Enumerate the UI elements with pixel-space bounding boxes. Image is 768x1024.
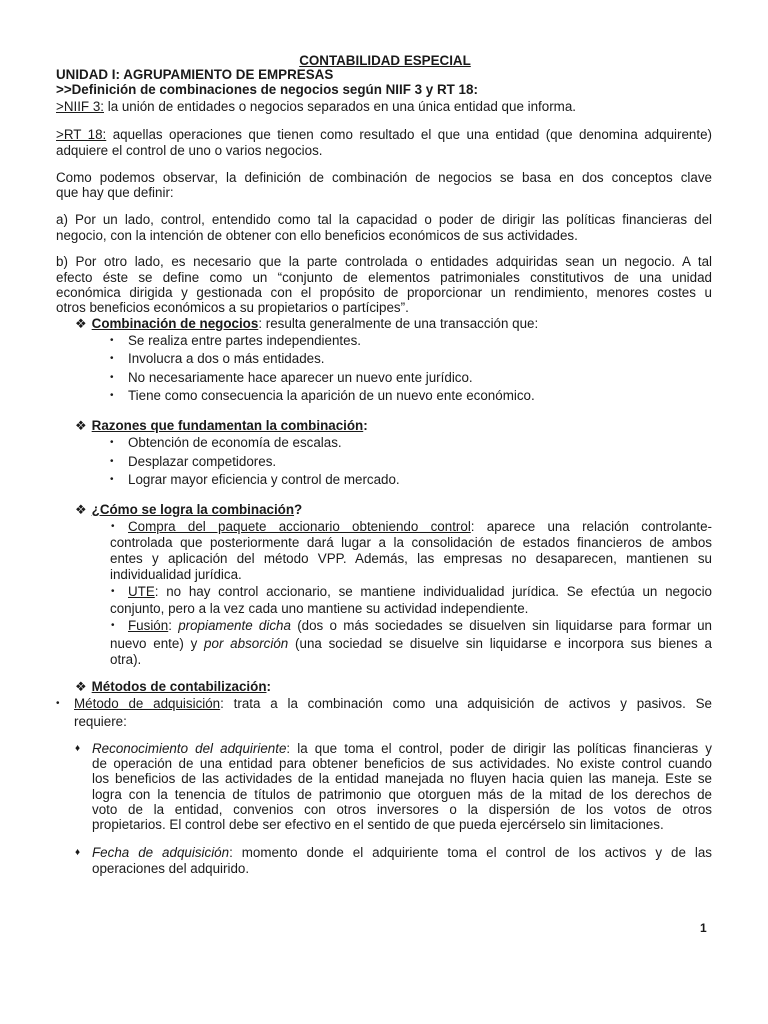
como-term: ¿Cómo se logra la combinación [91,502,295,517]
definition-heading: >>Definición de combinaciones de negocios según NIIF 3 y RT 18: [56,82,478,97]
metodos-term: Métodos de contabilización [91,679,267,694]
small-diamond-bullet-icon: ♦ [75,847,81,858]
fusion-term: Fusión [128,618,169,633]
diamond-bullet-icon: ❖ [75,316,87,331]
metodos-tail: : [266,679,271,694]
fusion-text-2b: (una sociedad se disuelve sin liquidarse e incorpora sus bienes a [288,636,712,651]
fusion-line-2 [110,636,712,652]
diamond-bullet-icon: ❖ [75,502,87,517]
bullet-icon: • [110,437,114,448]
fusion-italic-1: propiamente dicha [178,618,291,633]
razones-heading [75,418,368,434]
combinacion-heading [75,316,538,332]
reconocimiento-line-4: logra con la tenencia de títulos de patrimonio que otorguen más de la mitad de los derechos de [92,787,712,802]
bullet-icon: • [111,521,115,532]
rt18-line-2: adquiere el control de uno o varios negocios. [56,143,323,158]
reconocimiento-line-5: voto de la entidad, convenios con otros inversores o la dispersión de los votos de otros [92,802,712,817]
bullet-icon: • [110,353,114,364]
ute-term: UTE [128,584,155,599]
diamond-bullet-icon: ❖ [75,418,87,433]
reconocimiento-line-2: de operación de una entidad para obtener beneficios de sus actividades. No existe control cuando [92,756,712,771]
fecha-term: Fecha de adquisición [92,845,230,860]
bullet-icon: • [110,474,114,485]
control-line-2: negocio, con la intención de obtener con ello beneficios económicos de sus actividades. [56,228,578,243]
ute-line-2: conjunto, pero a la vez cada uno mantiene su actividad independiente. [110,601,529,616]
bullet-icon: • [110,456,114,467]
niif3-tag: >NIIF 3: [56,99,104,114]
combinacion-term: Combinación de negocios [91,316,259,331]
reconocimiento-line-1 [92,741,712,757]
diamond-bullet-icon: ❖ [75,679,87,694]
combinacion-tail: : resulta generalmente de una transacción que: [258,316,539,331]
rt18-tag: >RT 18: [56,127,107,142]
adquisicion-line-2: requiere: [74,714,127,729]
fecha-line-1 [92,845,712,861]
fusion-line-3: otra). [110,652,142,667]
ute-line-1 [128,584,712,600]
niif3-paragraph [56,99,576,115]
reconocimiento-tail: : la que toma el control, poder de dirigir las políticas financieras y [286,741,712,756]
adquisicion-tail: : trata a la combinación como una adquisición de activos y pasivos. Se [220,696,713,711]
compra-line-1 [128,519,712,535]
fusion-line-1 [128,618,712,634]
rt18-text: aquellas operaciones que tienen como resultado el que una entidad (que denomina adquirente) [106,127,712,142]
negocio-line-2: efecto éste se define como un “conjunto de elementos patrimoniales constitutivos de una unidad [56,270,712,285]
reconocimiento-line-3: los beneficios de las actividades de la entidad manejada no fluyen hacia quien las maneja. Este se [92,771,712,786]
como-heading [75,502,302,518]
observar-line-1: Como podemos observar, la definición de combinación de negocios se basa en dos conceptos clave [56,170,712,185]
razones-item: Obtención de economía de escalas. [128,435,342,450]
negocio-line-3: económica dirigida y gestionada con el propósito de proporcionar un rendimiento, menores costes u [56,285,712,300]
compra-line-2: controlada que posteriormente dará lugar a la consolidación de estados financieros de ambos [110,535,712,550]
adquisicion-line-1 [74,696,712,712]
compra-line-4: individualidad jurídica. [110,567,242,582]
metodos-heading [75,679,271,695]
reconocimiento-line-6: propietarios. El control debe ser efectivo en el sentido de que pueda ejercérselo sin limitaciones. [92,817,664,832]
document-title: CONTABILIDAD ESPECIAL [299,53,471,68]
control-line-1: a) Por un lado, control, entendido como tal la capacidad o poder de dirigir las políticas financieras del [56,212,712,227]
compra-tail: : aparece una relación controlante- [470,519,712,534]
bullet-icon: • [56,698,60,709]
negocio-line-4: otros beneficios económicos a su propietarios o partícipes”. [56,300,409,315]
bullet-icon: • [110,372,114,383]
razones-term: Razones que fundamentan la combinación [91,418,364,433]
negocio-line-1: b) Por otro lado, es necesario que la parte controlada o entidades adquiridas sean un negocio. A tal [56,254,712,269]
adquisicion-term: Método de adquisición [74,696,221,711]
bullet-icon: • [110,335,114,346]
fecha-line-2: operaciones del adquirido. [92,861,250,876]
rt18-line-1 [56,127,712,143]
bullet-icon: • [111,620,115,631]
combinacion-item: No necesariamente hace aparecer un nuevo ente jurídico. [128,370,473,385]
observar-line-2: que hay que definir: [56,185,174,200]
niif3-text: la unión de entidades o negocios separados en una única entidad que informa. [104,99,576,114]
como-tail: ? [294,502,303,517]
compra-term: Compra del paquete accionario obteniendo control [128,519,471,534]
small-diamond-bullet-icon: ♦ [75,743,81,754]
combinacion-item: Tiene como consecuencia la aparición de un nuevo ente económico. [128,388,535,403]
bullet-icon: • [110,390,114,401]
fusion-sep: : [168,618,179,633]
compra-line-3: entes y aplicación del método VPP. Además, las empresas no desaparecen, mantienen su [110,551,712,566]
fecha-tail: : momento donde el adquiriente toma el control de los activos y de las [229,845,712,860]
fusion-text-1: (dos o más sociedades se disuelven sin liquidarse para formar un [290,618,712,633]
razones-tail: : [363,418,368,433]
combinacion-item: Se realiza entre partes independientes. [128,333,362,348]
combinacion-item: Involucra a dos o más entidades. [128,351,325,366]
fusion-text-2a: nuevo ente) y [110,636,205,651]
bullet-icon: • [111,586,115,597]
page-number: 1 [700,921,707,935]
reconocimiento-term: Reconocimiento del adquiriente [92,741,287,756]
fusion-italic-2: por absorción [204,636,289,651]
razones-item: Desplazar competidores. [128,454,277,469]
ute-tail: : no hay control accionario, se mantiene individualidad jurídica. Se efectúa un negocio [154,584,712,599]
unit-heading: UNIDAD I: AGRUPAMIENTO DE EMPRESAS [56,67,334,82]
razones-item: Lograr mayor eficiencia y control de mercado. [128,472,400,487]
